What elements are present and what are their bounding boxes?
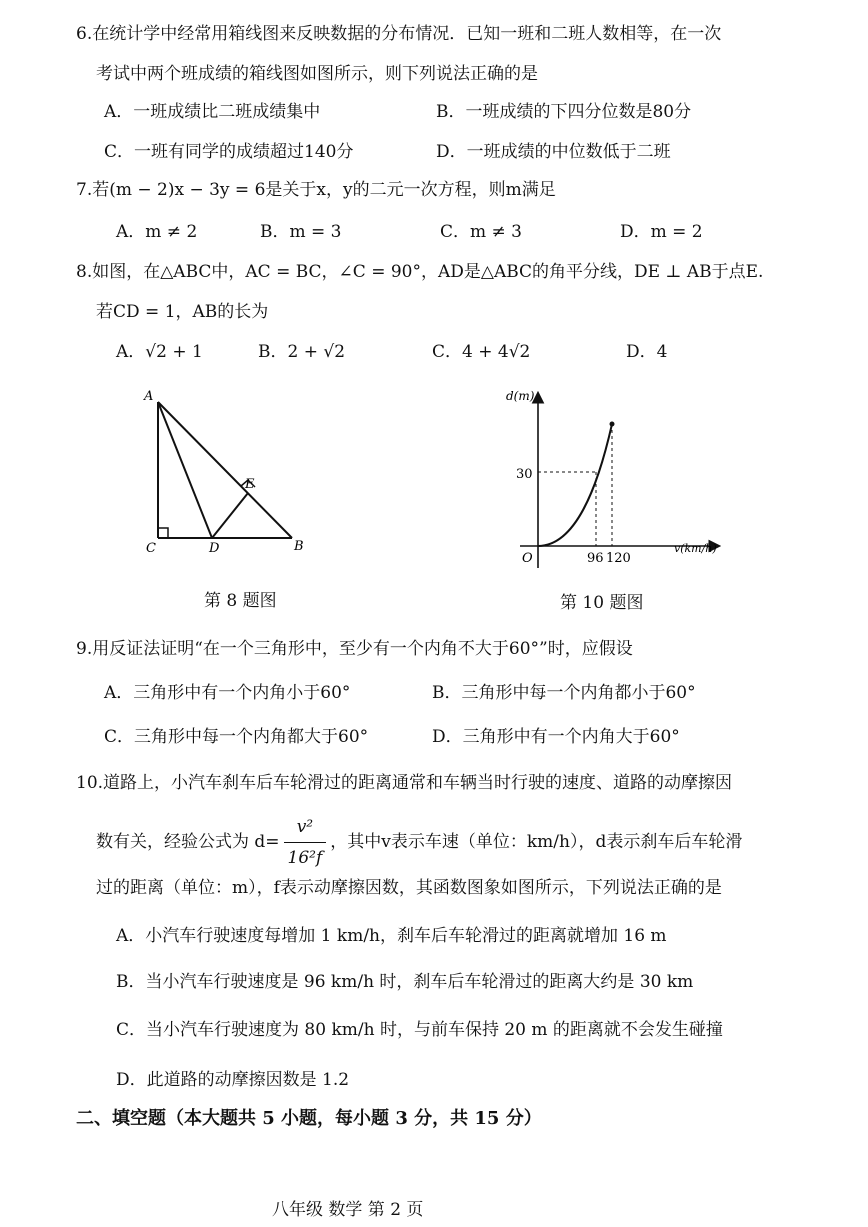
q6-option-d: D．一班成绩的中位数低于二班	[436, 142, 671, 162]
q10-formula-fraction	[284, 812, 327, 873]
figure-8-triangle	[130, 380, 330, 560]
x-tick-96: 96	[587, 551, 604, 566]
q10-option-b: B．当小汽车行驶速度是 96 km/h 时，刹车后车轮滑过的距离大约是 30 km	[116, 972, 694, 992]
q6-option-b: B．一班成绩的下四分位数是80分	[436, 102, 692, 122]
q9-option-a: A．三角形中有一个内角小于60°	[104, 683, 351, 703]
q8-option-c: C．4 + 4√2	[432, 342, 531, 362]
q9-option-b: B．三角形中每一个内角都小于60°	[432, 683, 696, 703]
x-axis-label: v(km/h)	[674, 542, 717, 555]
segment-ad	[158, 402, 212, 538]
q10-option-a: A．小汽车行驶速度每增加 1 km/h，刹车后车轮滑过的距离就增加 16 m	[116, 926, 667, 946]
q10-option-d: D．此道路的动摩擦因数是 1.2	[116, 1070, 350, 1090]
q7-option-b: B．m = 3	[260, 222, 342, 242]
y-tick-30: 30	[516, 467, 533, 482]
q10-stem-line3: 过的距离（单位：m），f表示动摩擦因数，其函数图象如图所示，下列说法正确的是	[96, 878, 722, 898]
q7-option-c: C．m ≠ 3	[440, 222, 522, 242]
q8-option-b: B．2 + √2	[258, 342, 346, 362]
section-2-heading: 二、填空题（本大题共 5 小题，每小题 3 分，共 15 分）	[76, 1108, 542, 1129]
q10-formula-denominator: 16²f	[287, 848, 323, 868]
label-c: C	[146, 541, 156, 556]
figure-10-caption: 第 10 题图	[560, 593, 644, 613]
braking-curve	[538, 424, 612, 546]
q6-stem-line2: 考试中两个班成绩的箱线图如图所示，则下列说法正确的是	[96, 64, 538, 84]
label-b: B	[294, 539, 304, 554]
origin-label: O	[522, 551, 533, 566]
figure-8-caption: 第 8 题图	[204, 591, 277, 611]
q10-formula-rest: ，其中v表示车速（单位：km/h），d表示刹车后车轮滑	[330, 832, 743, 852]
q10-stem-line1: 10.道路上，小汽车刹车后车轮滑过的距离通常和车辆当时行驶的速度、道路的动摩擦因	[76, 773, 733, 793]
q8-option-a: A．√2 + 1	[116, 342, 203, 362]
figure-10-graph	[490, 384, 730, 574]
right-angle-mark-c	[158, 528, 168, 538]
q7-option-a: A．m ≠ 2	[116, 222, 198, 242]
page-footer: 八年级 数学 第 2 页	[272, 1200, 424, 1220]
label-d: D	[209, 541, 220, 556]
segment-de	[212, 493, 248, 538]
q8-stem-line2: 若CD = 1，AB的长为	[96, 302, 269, 322]
q8-option-d: D．4	[626, 342, 668, 362]
q6-option-c: C．一班有同学的成绩超过140分	[104, 142, 354, 162]
q6-stem-line1: 6.在统计学中经常用箱线图来反映数据的分布情况．已知一班和二班人数相等，在一次	[76, 24, 722, 44]
label-a: A	[144, 389, 154, 404]
q9-stem: 9.用反证法证明“在一个三角形中，至少有一个内角不大于60°”时，应假设	[76, 639, 633, 659]
q6-option-a: A．一班成绩比二班成绩集中	[104, 102, 321, 122]
q8-stem-line1: 8.如图，在△ABC中，AC = BC，∠C = 90°，AD是△ABC的角平分线，DE ⊥ AB于点E.	[76, 262, 764, 282]
label-e: E	[245, 477, 255, 492]
q9-option-d: D．三角形中有一个内角大于60°	[432, 727, 680, 747]
q10-option-c: C．当小汽车行驶速度为 80 km/h 时，与前车保持 20 m 的距离就不会发生碰撞	[116, 1020, 723, 1040]
q9-option-c: C．三角形中每一个内角都大于60°	[104, 727, 369, 747]
q10-stem-line2	[96, 812, 742, 873]
q7-stem: 7.若(m − 2)x − 3y = 6是关于x，y的二元一次方程，则m满足	[76, 180, 556, 200]
q10-formula-intro: 数有关，经验公式为 d=	[96, 832, 280, 852]
q7-option-d: D．m = 2	[620, 222, 703, 242]
segment-ab	[158, 402, 292, 538]
x-tick-120: 120	[606, 551, 631, 566]
y-axis-label: d(m)	[506, 389, 535, 403]
q10-formula-numerator: v²	[284, 812, 327, 843]
